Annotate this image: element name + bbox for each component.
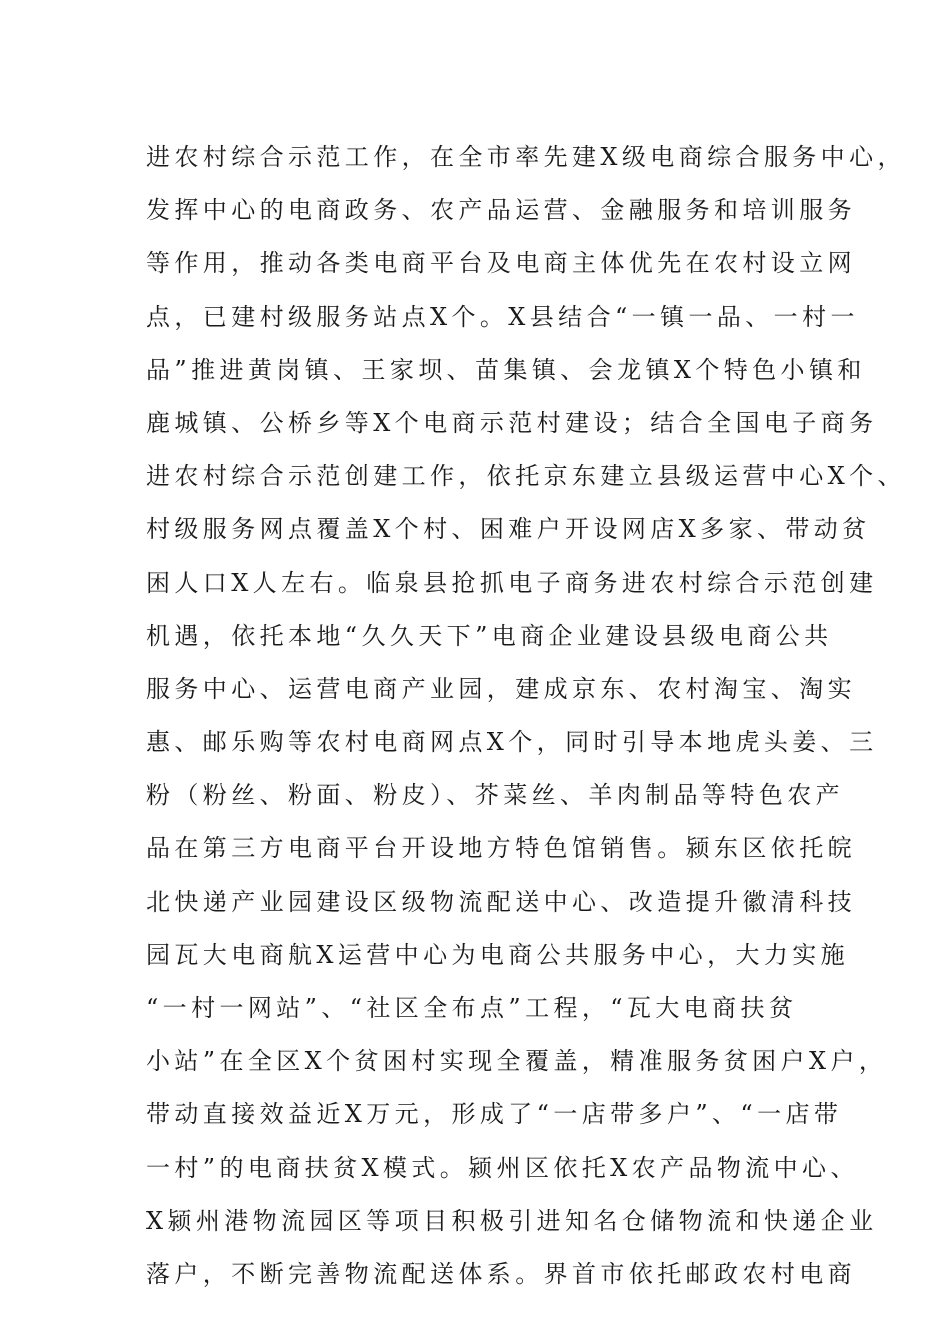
text-line: “一村一网站”、“社区全布点”工程，“瓦大电商扶贫 (146, 994, 798, 1022)
text-line: 一村”的电商扶贫X模式。颍州区依托X农产品物流中心、 (146, 1153, 859, 1182)
text-line: 村级服务网点覆盖X个村、困难户开设网店X多家、带动贫 (146, 515, 871, 544)
text-line: 进农村综合示范创建工作，依托京东建立县级运营中心X个、 (146, 462, 906, 491)
text-line: 鹿城镇、公桥乡等X个电商示范村建设；结合全国电子商务 (146, 408, 878, 437)
text-line: 品”推进黄岗镇、王家坝、苗集镇、会龙镇X个特色小镇和 (146, 355, 866, 384)
text-line: 进农村综合示范工作，在全市率先建X级电商综合服务中心， (146, 143, 906, 171)
text-line: 发挥中心的电商政务、农产品运营、金融服务和培训服务 (146, 196, 856, 225)
text-line: X颍州港物流园区等项目积极引进知名仓储物流和快递企业 (146, 1206, 878, 1235)
text-line: 机遇，依托本地“久久天下”电商企业建设县级电商公共 (146, 621, 833, 650)
text-line: 惠、邮乐购等农村电商网点X个，同时引导本地虎头姜、三 (146, 728, 878, 757)
text-line: 困人口X人左右。临泉县抢抓电子商务进农村综合示范创建 (146, 568, 878, 597)
text-line: 等作用，推动各类电商平台及电商主体优先在农村设立网 (146, 249, 856, 278)
text-line: 点，已建村级服务站点X个。X县结合“一镇一品、一村一 (146, 302, 859, 331)
text-line: 服务中心、运营电商产业园，建成京东、农村淘宝、淘实 (146, 674, 856, 703)
body-paragraph (146, 131, 906, 1301)
text-line: 落户，不断完善物流配送体系。界首市依托邮政农村电商 (146, 1259, 856, 1288)
text-line: 北快递产业园建设区级物流配送中心、改造提升徽清科技 (146, 887, 856, 916)
text-line: 带动直接效益近X万元，形成了“一店带多户”、“一店带 (146, 1100, 843, 1129)
text-line: 粉（粉丝、粉面、粉皮）、芥菜丝、羊肉制品等特色农产 (146, 781, 844, 810)
text-line: 小站”在全区X个贫困村实现全覆盖，精准服务贫困户X户， (146, 1047, 888, 1076)
text-line: 园瓦大电商航X运营中心为电商公共服务中心，大力实施 (146, 940, 850, 969)
text-line: 品在第三方电商平台开设地方特色馆销售。颍东区依托皖 (146, 834, 856, 863)
